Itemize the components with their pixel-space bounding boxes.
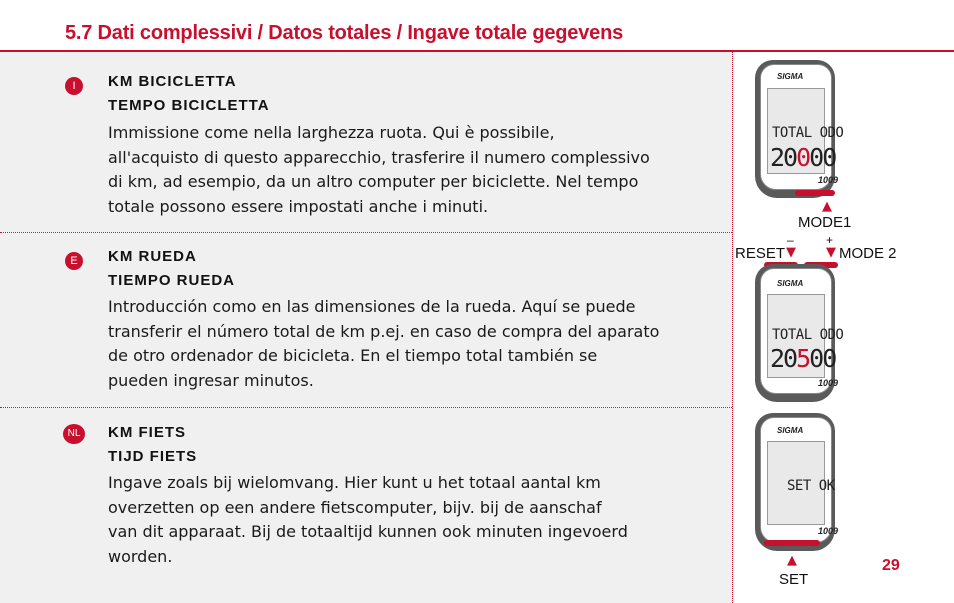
lcd-line-2: 20500 [770, 344, 836, 373]
mode1-label: MODE1 [798, 214, 852, 231]
language-badge: I [65, 77, 83, 95]
lcd-line-1: SET OK [787, 478, 835, 494]
set-label: SET [779, 571, 809, 588]
section-subtitle: TIJD FIETS [108, 448, 198, 465]
section-title: KM FIETS [108, 424, 186, 441]
page-number: 29 [882, 557, 900, 574]
section-subtitle: TEMPO BICICLETTA [108, 97, 270, 114]
language-badge: E [65, 252, 83, 270]
body-line: transferir el número total de km p.ej. en caso de compra del aparato [108, 321, 660, 341]
lcd-line-1: TOTAL ODO [772, 125, 844, 141]
body-line: worden. [108, 546, 173, 566]
brand-logo: SIGMA [777, 72, 804, 81]
body-line: Immissione come nella larghezza ruota. Qui è possibile, [108, 123, 555, 142]
language-badge: NL [63, 424, 85, 444]
arrow-down-icon: ▼ [786, 245, 796, 260]
mode1-button[interactable] [795, 190, 835, 196]
section-subtitle: TIEMPO RUEDA [108, 272, 236, 289]
body-line: totale possono essere impostati anche i minuti. [108, 196, 489, 216]
section-body [108, 295, 723, 393]
model-number: 1009 [818, 175, 839, 185]
body-line: Ingave zoals bij wielomvang. Hier kunt u het totaal aantal km [108, 473, 601, 492]
body-line: pueden ingresar minutos. [108, 370, 314, 390]
arrow-up-icon: ▲ [787, 553, 797, 568]
body-line: overzetten op een andere fietscomputer, bijv. bij de aanschaf [108, 497, 602, 517]
body-line: van dit apparaat. Bij de totaaltijd kunnen ook minuten ingevoerd [108, 522, 628, 541]
body-line: Introducción como en las dimensiones de la rueda. Aquí se puede [108, 297, 636, 316]
reset-label: RESET [735, 245, 786, 262]
mode2-label: MODE 2 [839, 245, 897, 262]
brand-logo: SIGMA [777, 279, 804, 288]
body-line: de otro ordenador de bicicleta. En el tiempo total también se [108, 346, 598, 365]
arrow-down-icon: ▼ [826, 245, 836, 260]
section-body [108, 121, 723, 219]
model-number: 1009 [818, 378, 839, 388]
plus-label: + [826, 233, 834, 247]
model-number: 1009 [818, 526, 839, 536]
section-title: KM RUEDA [108, 248, 197, 265]
section-body [108, 471, 723, 569]
lcd-line-1: TOTAL ODO [772, 327, 844, 343]
page-heading: 5.7 Dati complessivi / Datos totales / Ingave totale gegevens [65, 22, 624, 44]
body-line: all'acquisto di questo apparecchio, trasferire il numero complessivo [108, 147, 650, 167]
brand-logo: SIGMA [777, 426, 804, 435]
lcd-line-2: 20000 [770, 143, 836, 172]
column-divider [732, 52, 733, 603]
arrow-up-icon: ▲ [822, 199, 832, 214]
set-button[interactable] [764, 540, 820, 546]
body-line: di km, ad esempio, da un altro computer per biciclette. Nel tempo [108, 172, 639, 191]
section-title: KM BICICLETTA [108, 73, 237, 90]
minus-label: – [787, 233, 794, 247]
